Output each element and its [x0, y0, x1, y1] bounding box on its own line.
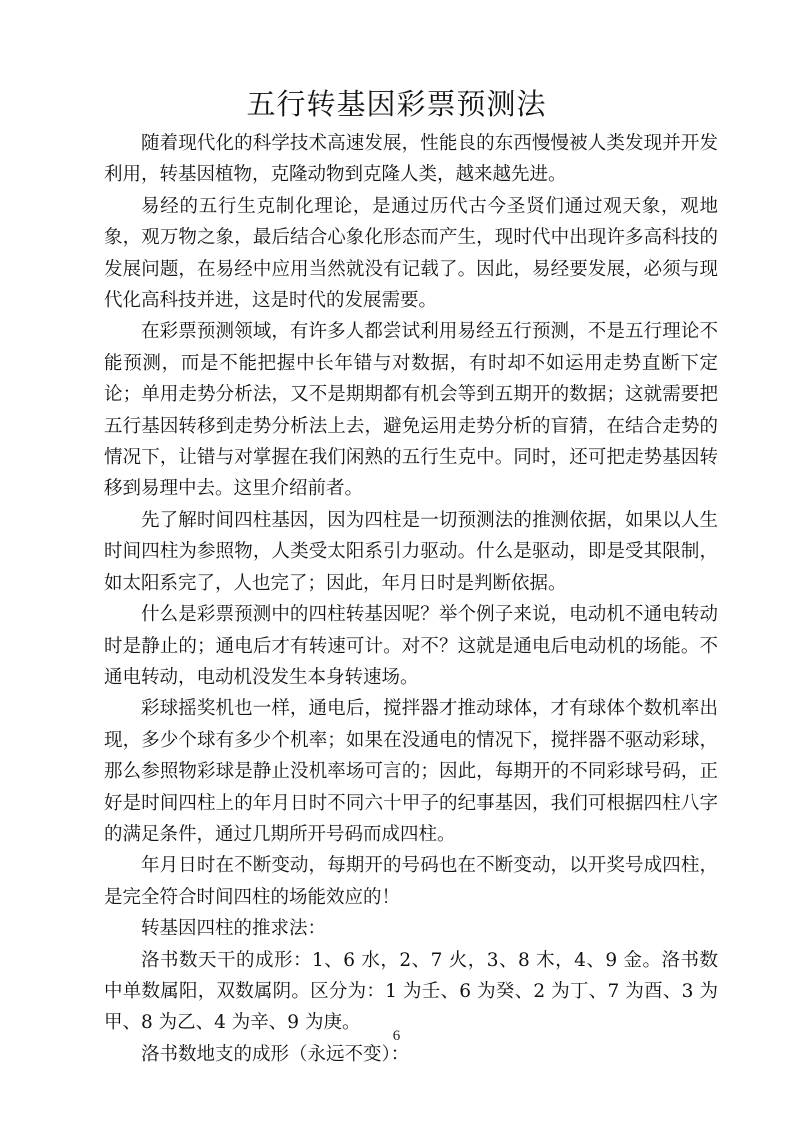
paragraph: 易经的五行生克制化理论，是通过历代古今圣贤们通过观天象，观地象，观万物之象，最后结合心象化形态而产生，现时代中出现许多高科技的发展问题，在易经中应用当然就没有记载了。因此，易经要发展，必须与现代化高科技并进，这是时代的发展需要。 [104, 195, 718, 312]
body-text [104, 128, 718, 1070]
paragraph: 年月日时在不断变动，每期开的号码也在不断变动，以开奖号成四柱，是完全符合时间四柱的场能效应的！ [104, 855, 718, 908]
paragraph: 洛书数天干的成形：1、6 水，2、7 火，3、8 木，4、9 金。洛书数中单数属阳，双数属阴。区分为：1 为壬、6 为癸、2 为丁、7 为酉、3 为甲、8 为乙、4 为辛、9 为庚。 [104, 949, 718, 1034]
paragraph: 随着现代化的科学技术高速发展，性能良的东西慢慢被人类发现并开发利用，转基因植物，克隆动物到克隆人类，越来越先进。 [104, 133, 718, 186]
page-title: 五行转基因彩票预测法 [246, 87, 547, 121]
paragraph: 洛书数地支的成形（永远不变）： [141, 1043, 410, 1065]
paragraph: 在彩票预测领域，有许多人都尝试利用易经五行预测，不是五行理论不能预测，而是不能把握中长年错与对数据，有时却不如运用走势直断下定论；单用走势分析法，又不是期期都有机会等到五期开的数据；这就需要把五行基因转移到走势分析法上去，避免运用走势分析的盲猜，在结合走势的情况下，让错与对掌握在我们闲熟的五行生克中。同时，还可把走势基因转移到易理中去。这里介绍前者。 [104, 321, 718, 500]
paragraph: 转基因四柱的推求法： [141, 918, 327, 940]
paragraph: 先了解时间四柱基因，因为四柱是一切预测法的推测依据，如果以人生时间四柱为参照物，人类受太阳系引力驱动。什么是驱动，即是受其限制，如太阳系完了，人也完了；因此，年月日时是判断依据。 [104, 509, 718, 594]
paragraph: 什么是彩票预测中的四柱转基因呢？举个例子来说，电动机不通电转动时是静止的；通电后才有转速可计。对不？这就是通电后电动机的场能。不通电转动，电动机没发生本身转速场。 [104, 604, 718, 688]
page-number: 6 [392, 1028, 401, 1044]
paragraph: 彩球摇奖机也一样，通电后，搅拌器才推动球体，才有球体个数机率出现，多少个球有多少个机率；如果在没通电的情况下，搅拌器不驱动彩球，那么参照物彩球是静止没机率场可言的；因此，每期开的不同彩球号码，正好是时间四柱上的年月日时不同六十甲子的纪事基因，我们可根据四柱八字的满足条件，通过几期所开号码而成四柱。 [104, 698, 718, 845]
